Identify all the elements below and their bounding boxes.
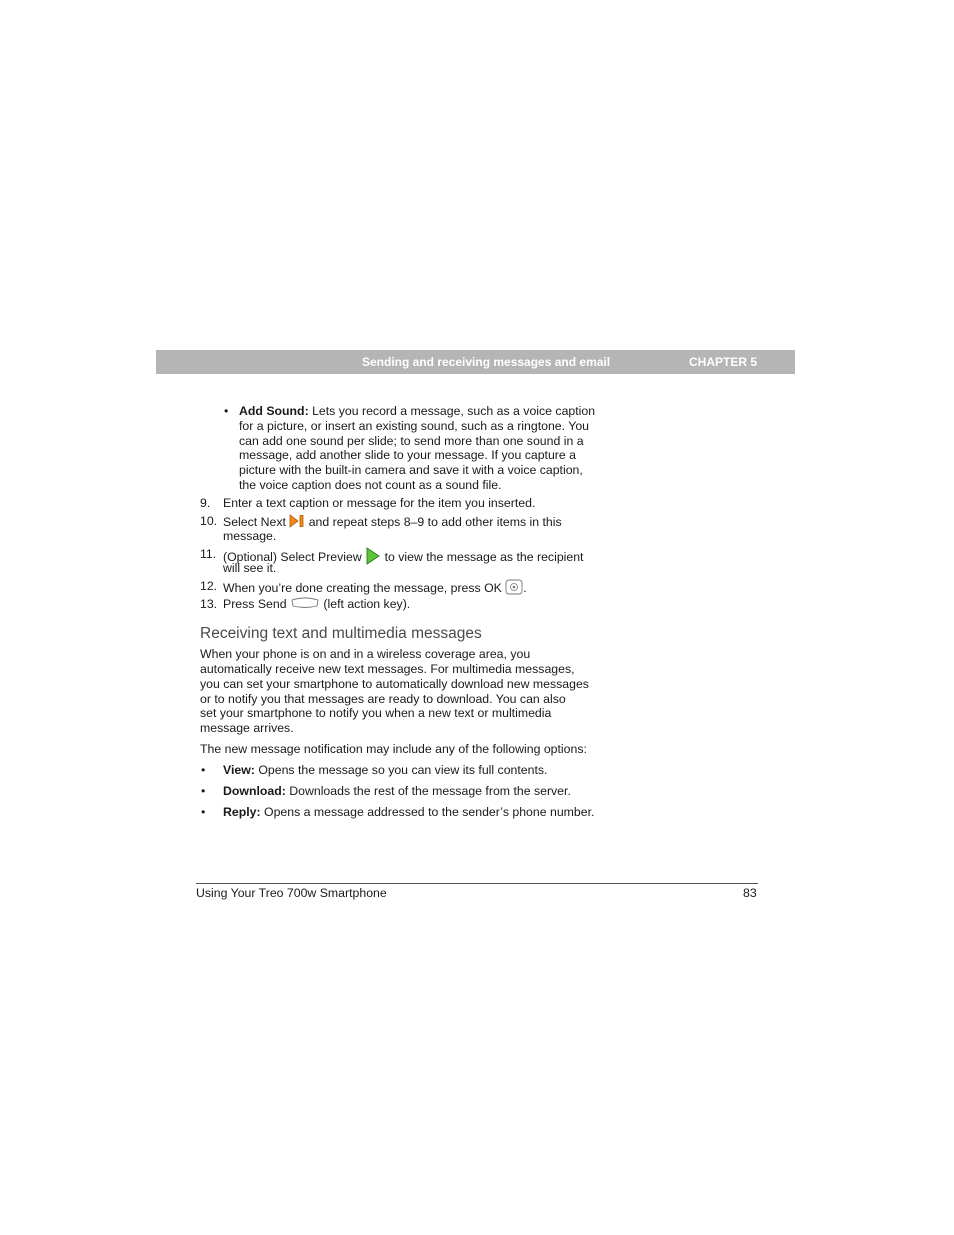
body-paragraph-line: you can set your smartphone to automatically download new messages: [200, 677, 589, 691]
step-number: 11.: [200, 547, 217, 561]
add-sound-line: for a picture, or insert an existing sound, such as a ringtone. You: [239, 419, 589, 433]
option-term: View:: [223, 763, 255, 777]
body-paragraph-line: When your phone is on and in a wireless coverage area, you: [200, 647, 531, 661]
option-text: Opens the message so you can view its full contents.: [254, 763, 548, 777]
option-download: [223, 784, 643, 799]
add-sound-line: the voice caption does not count as a sound file.: [239, 478, 502, 492]
step-text-post: (left action key).: [320, 597, 411, 612]
body-paragraph-line: or to notify you that messages are ready to download. You can also: [200, 692, 566, 706]
add-sound-line: picture with the built-in camera and save it with a voice caption,: [239, 463, 583, 477]
step-text-post: .: [523, 581, 527, 596]
ok-button-icon: [505, 579, 523, 599]
step-text: will see it.: [223, 561, 277, 575]
step-text: Enter a text caption or message for the item you inserted.: [223, 496, 536, 510]
option-term: Reply:: [223, 805, 261, 819]
step-text: [223, 579, 623, 599]
option-reply: [223, 805, 643, 820]
step-text: message.: [223, 529, 277, 543]
footer-divider: [196, 883, 758, 884]
page-number: 83: [743, 886, 757, 900]
add-sound-line: can add one sound per slide; to send more than one sound in a: [239, 434, 584, 448]
option-view: [223, 763, 643, 778]
body-paragraph-line: message arrives.: [200, 721, 294, 735]
left-action-key-icon: [290, 597, 320, 613]
step-text-pre: Select Next: [223, 515, 290, 530]
step-number: 13.: [200, 597, 218, 611]
bullet: •: [201, 784, 206, 798]
step-text-pre: When you’re done creating the message, press OK: [223, 581, 506, 596]
step-text-pre: (Optional) Select Preview: [223, 550, 366, 565]
bullet: •: [201, 763, 206, 777]
chapter-header-bar: [156, 350, 795, 374]
option-term: Download:: [223, 784, 286, 798]
add-sound-line: message, add another slide to your message. If you capture a: [239, 448, 576, 462]
option-text: Opens a message addressed to the sender’s phone number.: [260, 805, 595, 819]
header-title: Sending and receiving messages and email: [362, 355, 611, 369]
body-paragraph: The new message notification may include any of the following options:: [200, 742, 587, 756]
step-number: 9.: [200, 496, 211, 510]
bullet: •: [224, 404, 229, 418]
body-paragraph-line: set your smartphone to notify you when a new text or multimedia: [200, 706, 552, 720]
step-text: [223, 597, 623, 613]
step-text-post: to view the message as the recipient: [381, 550, 584, 565]
header-chapter: CHAPTER 5: [689, 355, 758, 369]
section-heading: Receiving text and multimedia messages: [200, 625, 482, 642]
step-text-post: and repeat steps 8–9 to add other items in this: [305, 515, 562, 530]
step-number: 12.: [200, 579, 218, 593]
step-number: 10.: [200, 514, 218, 528]
add-sound-item: [239, 404, 629, 419]
option-text: Downloads the rest of the message from the server.: [285, 784, 571, 798]
step-text-pre: Press Send: [223, 597, 290, 612]
add-sound-line: Lets you record a message, such as a voice caption: [308, 404, 596, 418]
footer-book-title: Using Your Treo 700w Smartphone: [196, 886, 387, 900]
body-paragraph-line: automatically receive new text messages. For multimedia messages,: [200, 662, 575, 676]
add-sound-term: Add Sound:: [239, 404, 309, 418]
bullet: •: [201, 805, 206, 819]
